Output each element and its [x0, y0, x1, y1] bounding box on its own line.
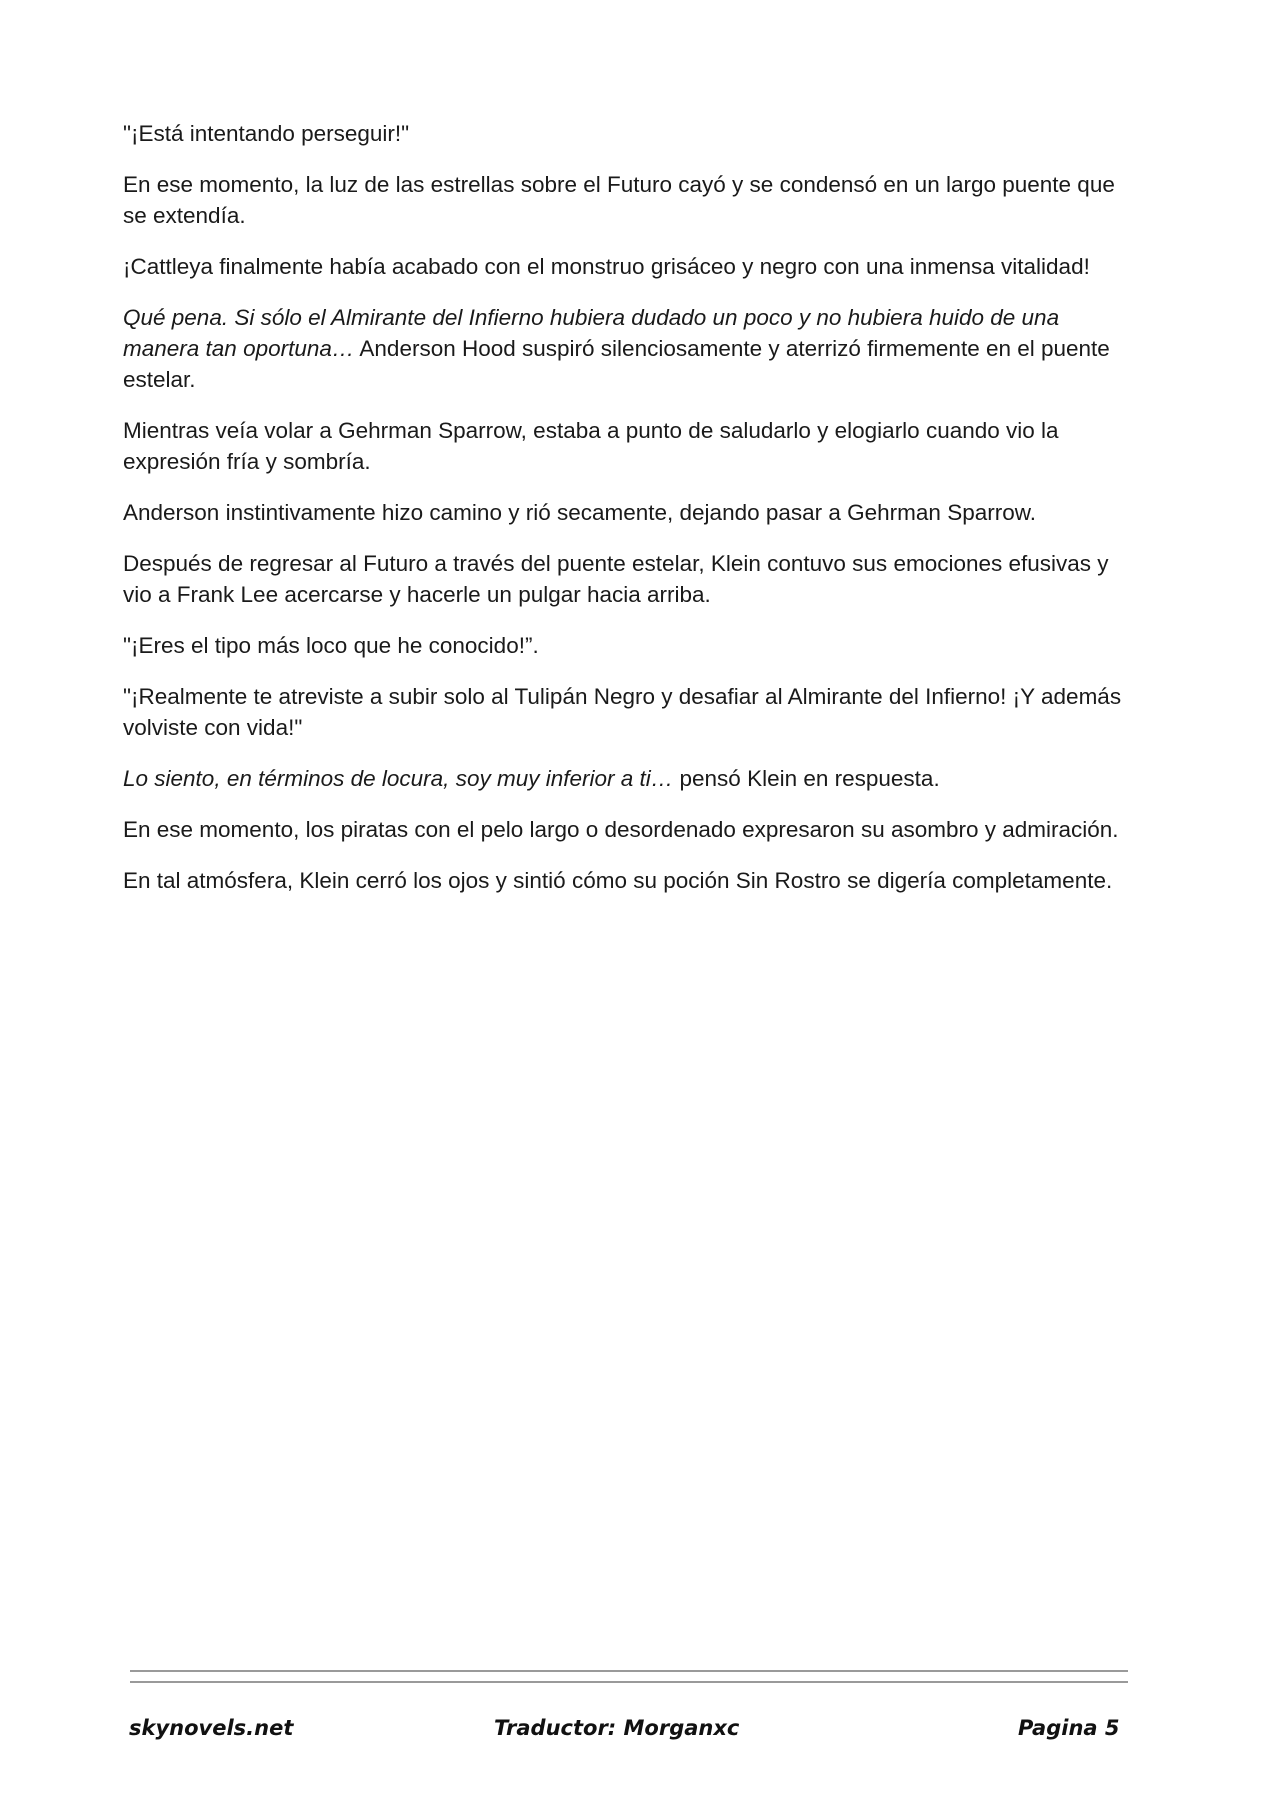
paragraph-text: Anderson instintivamente hizo camino y rió secamente, dejando pasar a Gehrman Sparrow.: [123, 500, 1036, 525]
paragraph-text: Anderson Hood suspiró silenciosamente y aterrizó firmemente en el puente estelar.: [123, 336, 1110, 392]
italic-thought-text: Lo siento, en términos de locura, soy muy inferior a ti…: [123, 766, 674, 791]
italic-thought-text: Qué pena. Si sólo el Almirante del Infierno hubiera dudado un poco y no hubiera huido de una manera tan oportuna…: [123, 305, 1060, 361]
paragraph-text: "¡Realmente te atreviste a subir solo al Tulipán Negro y desafiar al Almirante del Infierno! ¡Y además volviste con vida!": [123, 684, 1122, 740]
paragraph-text: "¡Está intentando perseguir!": [123, 121, 410, 146]
paragraph: [123, 681, 1133, 743]
paragraph: [123, 251, 1133, 282]
paragraph: [123, 302, 1133, 395]
paragraph-text: Mientras veía volar a Gehrman Sparrow, estaba a punto de saludarlo y elogiarlo cuando vio la expresión fría y sombría.: [123, 418, 1059, 474]
footer-page-number: Pagina 5: [1018, 1716, 1120, 1740]
paragraph-text: En ese momento, la luz de las estrellas sobre el Futuro cayó y se condensó en un largo puente que se extendía.: [123, 172, 1115, 228]
paragraph-text: "¡Eres el tipo más loco que he conocido!”.: [123, 633, 539, 658]
paragraph-text: Después de regresar al Futuro a través del puente estelar, Klein contuvo sus emociones efusivas y vio a Frank Lee acercarse y hacerle un pulgar hacia arriba.: [123, 551, 1109, 607]
paragraph-text: ¡Cattleya finalmente había acabado con el monstruo grisáceo y negro con una inmensa vitalidad!: [123, 254, 1090, 279]
paragraph-text: pensó Klein en respuesta.: [673, 766, 940, 791]
footer-divider-bottom: [130, 1681, 1128, 1683]
footer-translator-credit: Traductor: Morganxc: [494, 1716, 740, 1740]
footer-site-name: skynovels.net: [129, 1716, 294, 1740]
paragraph: [123, 865, 1133, 896]
paragraph: [123, 415, 1133, 477]
paragraph: [123, 763, 1133, 794]
chapter-body: [123, 118, 1133, 916]
paragraph: [123, 497, 1133, 528]
paragraph: [123, 814, 1133, 845]
paragraph: [123, 118, 1133, 149]
paragraph-text: En tal atmósfera, Klein cerró los ojos y sintió cómo su poción Sin Rostro se digería completamente.: [123, 868, 1113, 893]
footer-divider-top: [130, 1670, 1128, 1672]
paragraph: [123, 169, 1133, 231]
paragraph: [123, 630, 1133, 661]
paragraph: [123, 548, 1133, 610]
paragraph-text: En ese momento, los piratas con el pelo largo o desordenado expresaron su asombro y admiración.: [123, 817, 1119, 842]
